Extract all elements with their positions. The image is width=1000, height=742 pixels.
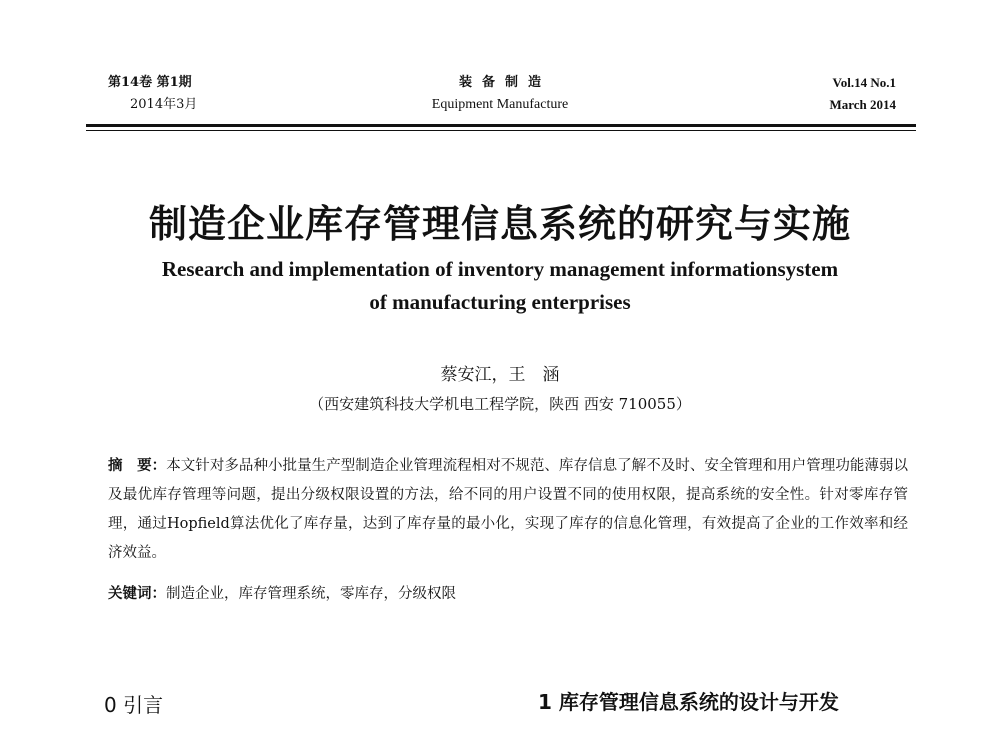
journal-name-cn: 装备制造 [458, 75, 551, 90]
header-rule-thick [86, 124, 916, 127]
title-en [0, 253, 1000, 319]
date-en: March 2014 [829, 97, 896, 112]
volume-issue-en: Vol.14 No.1 [832, 75, 896, 90]
date-cn: 2014年3月 [130, 97, 198, 112]
header-rule-thin [86, 130, 916, 131]
keywords-text: 制造企业，库存管理系统，零库存，分级权限 [166, 586, 456, 602]
authors: 蔡安江，王 涵 [440, 365, 560, 385]
abstract-text: 本文针对多品种小批量生产型制造企业管理流程相对不规范、库存信息了解不及时、安全管理和用户管理功能薄弱以及最优库存管理等问题，提出分级权限设置的方法，给不同的用户设置不同的使用权限，提高系统的安全性。针对零库存管理，通过Hopfield算法优化了库存量，达到了库存量的最小化，实现了库存的信息化管理，有效提高了企业的工作效率和经济效益。 [108, 458, 908, 561]
abstract [108, 452, 908, 568]
title-en-line1: Research and implementation of inventory management informationsystem [161, 257, 839, 281]
keywords-label: 关键词： [108, 586, 166, 602]
title-en-line2: of manufacturing enterprises [369, 290, 631, 314]
header-left [108, 72, 197, 116]
abstract-label: 摘 要： [108, 458, 167, 474]
header-right [829, 72, 896, 116]
header-center [380, 72, 620, 116]
section-heading-design: 1 库存管理信息系统的设计与开发 [538, 690, 839, 714]
section-heading-intro: 0 引言 [104, 693, 164, 717]
journal-name-en: Equipment Manufacture [431, 97, 569, 112]
keywords [108, 580, 908, 609]
affiliation: （西安建筑科技大学机电工程学院，陕西 西安 710055） [309, 395, 691, 413]
volume-issue-cn: 第14卷 第1期 [108, 75, 192, 90]
title-cn: 制造企业库存管理信息系统的研究与实施 [148, 202, 851, 246]
